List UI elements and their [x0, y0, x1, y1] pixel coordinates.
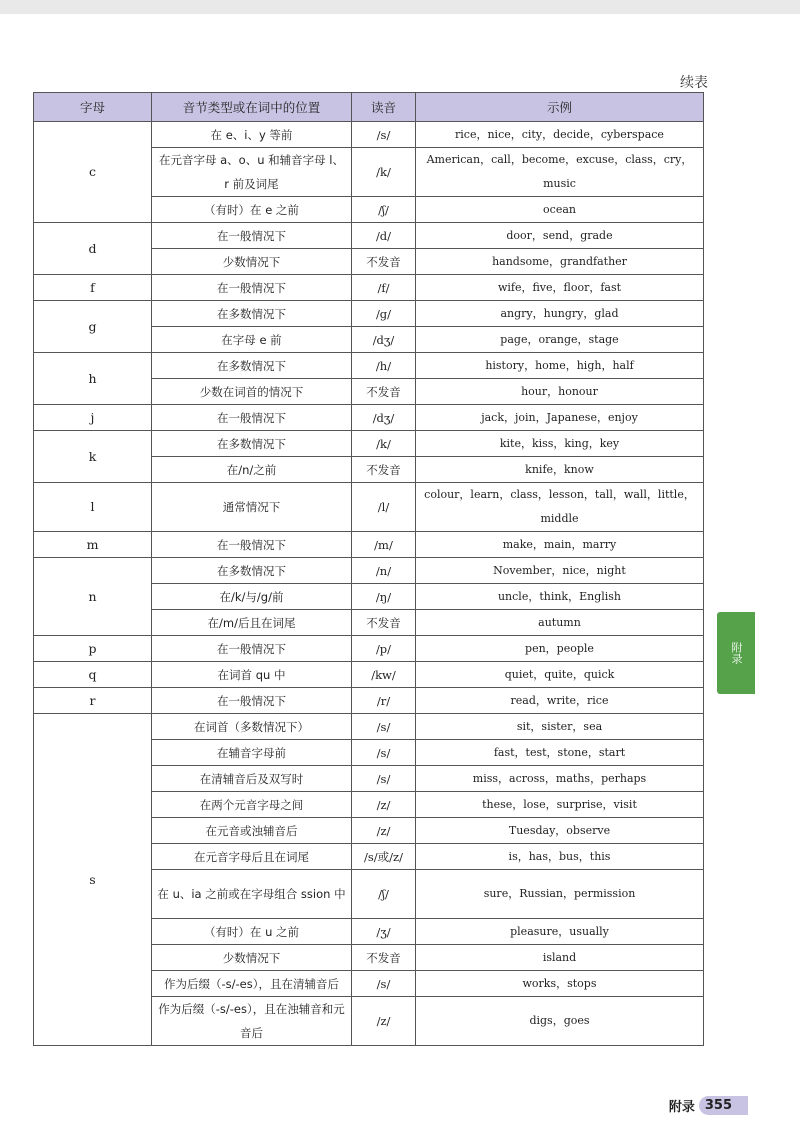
- condition-cell: 少数情况下: [152, 249, 352, 275]
- condition-cell: 在 e、i、y 等前: [152, 122, 352, 148]
- sound-cell: /s/: [352, 740, 416, 766]
- table-row: [34, 405, 704, 431]
- condition-cell: 在一般情况下: [152, 532, 352, 558]
- condition-cell: 在元音或浊辅音后: [152, 818, 352, 844]
- condition-cell: 在多数情况下: [152, 431, 352, 457]
- sound-cell: /z/: [352, 792, 416, 818]
- sound-cell: /g/: [352, 301, 416, 327]
- condition-cell: 在/k/与/g/前: [152, 584, 352, 610]
- examples-cell: page，orange，stage: [416, 327, 704, 353]
- examples-cell: autumn: [416, 610, 704, 636]
- examples-cell: read，write，rice: [416, 688, 704, 714]
- examples-cell: door，send，grade: [416, 223, 704, 249]
- examples-cell: ocean: [416, 197, 704, 223]
- condition-cell: 在词首 qu 中: [152, 662, 352, 688]
- sound-cell: /kw/: [352, 662, 416, 688]
- examples-cell: miss，across，maths，perhaps: [416, 766, 704, 792]
- condition-cell: 在 u、ia 之前或在字母组合 ssion 中: [152, 870, 352, 919]
- table-row: [34, 558, 704, 584]
- letter-cell: q: [34, 662, 152, 688]
- page-footer: [669, 1096, 748, 1115]
- sound-cell: /ʃ/: [352, 197, 416, 223]
- condition-cell: 作为后缀（-s/-es），且在清辅音后: [152, 971, 352, 997]
- header-examples: 示例: [416, 93, 704, 122]
- condition-cell: 在/m/后且在词尾: [152, 610, 352, 636]
- sound-cell: /n/: [352, 558, 416, 584]
- condition-cell: 在辅音字母前: [152, 740, 352, 766]
- sound-cell: 不发音: [352, 249, 416, 275]
- sound-cell: /z/: [352, 997, 416, 1046]
- sound-cell: /f/: [352, 275, 416, 301]
- examples-cell: history，home，high，half: [416, 353, 704, 379]
- condition-cell: 作为后缀（-s/-es），且在浊辅音和元音后: [152, 997, 352, 1046]
- letter-cell: g: [34, 301, 152, 353]
- sound-cell: 不发音: [352, 457, 416, 483]
- condition-cell: 在词首（多数情况下）: [152, 714, 352, 740]
- examples-cell: November，nice，night: [416, 558, 704, 584]
- examples-cell: pen，people: [416, 636, 704, 662]
- letter-cell: h: [34, 353, 152, 405]
- condition-cell: 少数情况下: [152, 945, 352, 971]
- condition-cell: （有时）在 e 之前: [152, 197, 352, 223]
- table-row: [34, 122, 704, 148]
- header-letter: 字母: [34, 93, 152, 122]
- examples-cell: pleasure，usually: [416, 919, 704, 945]
- letter-cell: n: [34, 558, 152, 636]
- table-row: [34, 301, 704, 327]
- phonics-rules-table: [33, 92, 704, 1046]
- sound-cell: /ŋ/: [352, 584, 416, 610]
- examples-cell: sit，sister，sea: [416, 714, 704, 740]
- examples-cell: American，call，become，excuse，class，cry，music: [416, 148, 704, 197]
- condition-cell: 在一般情况下: [152, 405, 352, 431]
- condition-cell: 在一般情况下: [152, 275, 352, 301]
- examples-cell: works，stops: [416, 971, 704, 997]
- appendix-side-tab[interactable]: 附录: [717, 612, 755, 694]
- letter-cell: c: [34, 122, 152, 223]
- examples-cell: knife，know: [416, 457, 704, 483]
- table-row: [34, 275, 704, 301]
- sound-cell: /d/: [352, 223, 416, 249]
- examples-cell: colour，learn，class，lesson，tall，wall，little，middle: [416, 483, 704, 532]
- examples-cell: uncle，think，English: [416, 584, 704, 610]
- sound-cell: /k/: [352, 431, 416, 457]
- table-body: [34, 122, 704, 1046]
- sound-cell: /s/: [352, 714, 416, 740]
- footer-label: 附录: [668, 1100, 695, 1115]
- sound-cell: /s/或/z/: [352, 844, 416, 870]
- condition-cell: 在一般情况下: [152, 223, 352, 249]
- sound-cell: /h/: [352, 353, 416, 379]
- table-row: [34, 662, 704, 688]
- examples-cell: handsome，grandfather: [416, 249, 704, 275]
- examples-cell: these，lose，surprise，visit: [416, 792, 704, 818]
- letter-cell: r: [34, 688, 152, 714]
- examples-cell: Tuesday，observe: [416, 818, 704, 844]
- condition-cell: 在两个元音字母之间: [152, 792, 352, 818]
- table-row: [34, 714, 704, 740]
- header-position: 音节类型或在词中的位置: [152, 93, 352, 122]
- condition-cell: 在元音字母 a、o、u 和辅音字母 l、r 前及词尾: [152, 148, 352, 197]
- condition-cell: 在清辅音后及双写时: [152, 766, 352, 792]
- sound-cell: /p/: [352, 636, 416, 662]
- examples-cell: kite，kiss，king，key: [416, 431, 704, 457]
- condition-cell: 在一般情况下: [152, 636, 352, 662]
- letter-cell: d: [34, 223, 152, 275]
- sound-cell: /ʃ/: [352, 870, 416, 919]
- examples-cell: rice，nice，city，decide，cyberspace: [416, 122, 704, 148]
- letter-cell: k: [34, 431, 152, 483]
- condition-cell: 在/n/之前: [152, 457, 352, 483]
- letter-cell: j: [34, 405, 152, 431]
- page-number: 355: [699, 1096, 748, 1115]
- condition-cell: 在一般情况下: [152, 688, 352, 714]
- examples-cell: wife，five，floor，fast: [416, 275, 704, 301]
- sound-cell: /ʒ/: [352, 919, 416, 945]
- examples-cell: sure，Russian，permission: [416, 870, 704, 919]
- examples-cell: jack，join，Japanese，enjoy: [416, 405, 704, 431]
- examples-cell: quiet，quite，quick: [416, 662, 704, 688]
- table-row: [34, 353, 704, 379]
- letter-cell: p: [34, 636, 152, 662]
- table-row: [34, 636, 704, 662]
- condition-cell: 在多数情况下: [152, 353, 352, 379]
- examples-cell: make，main，marry: [416, 532, 704, 558]
- condition-cell: 在多数情况下: [152, 301, 352, 327]
- condition-cell: 少数在词首的情况下: [152, 379, 352, 405]
- condition-cell: 在字母 e 前: [152, 327, 352, 353]
- table-row: [34, 431, 704, 457]
- sound-cell: /k/: [352, 148, 416, 197]
- page-top-edge: [0, 0, 800, 14]
- table-header-row: [34, 93, 704, 122]
- condition-cell: 在多数情况下: [152, 558, 352, 584]
- sound-cell: /z/: [352, 818, 416, 844]
- continued-label: 续表: [680, 75, 708, 91]
- examples-cell: fast，test，stone，start: [416, 740, 704, 766]
- sound-cell: /dʒ/: [352, 405, 416, 431]
- table-row: [34, 688, 704, 714]
- sound-cell: /m/: [352, 532, 416, 558]
- table-row: [34, 532, 704, 558]
- letter-cell: l: [34, 483, 152, 532]
- letter-cell: m: [34, 532, 152, 558]
- header-sound: 读音: [352, 93, 416, 122]
- sound-cell: 不发音: [352, 379, 416, 405]
- table-row: [34, 223, 704, 249]
- sound-cell: /s/: [352, 766, 416, 792]
- examples-cell: hour，honour: [416, 379, 704, 405]
- examples-cell: is，has，bus，this: [416, 844, 704, 870]
- sound-cell: /r/: [352, 688, 416, 714]
- sound-cell: 不发音: [352, 945, 416, 971]
- letter-cell: f: [34, 275, 152, 301]
- sound-cell: /dʒ/: [352, 327, 416, 353]
- sound-cell: /s/: [352, 122, 416, 148]
- examples-cell: angry，hungry，glad: [416, 301, 704, 327]
- condition-cell: （有时）在 u 之前: [152, 919, 352, 945]
- examples-cell: digs，goes: [416, 997, 704, 1046]
- sound-cell: /s/: [352, 971, 416, 997]
- examples-cell: island: [416, 945, 704, 971]
- sound-cell: /l/: [352, 483, 416, 532]
- condition-cell: 通常情况下: [152, 483, 352, 532]
- letter-cell: s: [34, 714, 152, 1046]
- sound-cell: 不发音: [352, 610, 416, 636]
- condition-cell: 在元音字母后且在词尾: [152, 844, 352, 870]
- table-row: [34, 483, 704, 532]
